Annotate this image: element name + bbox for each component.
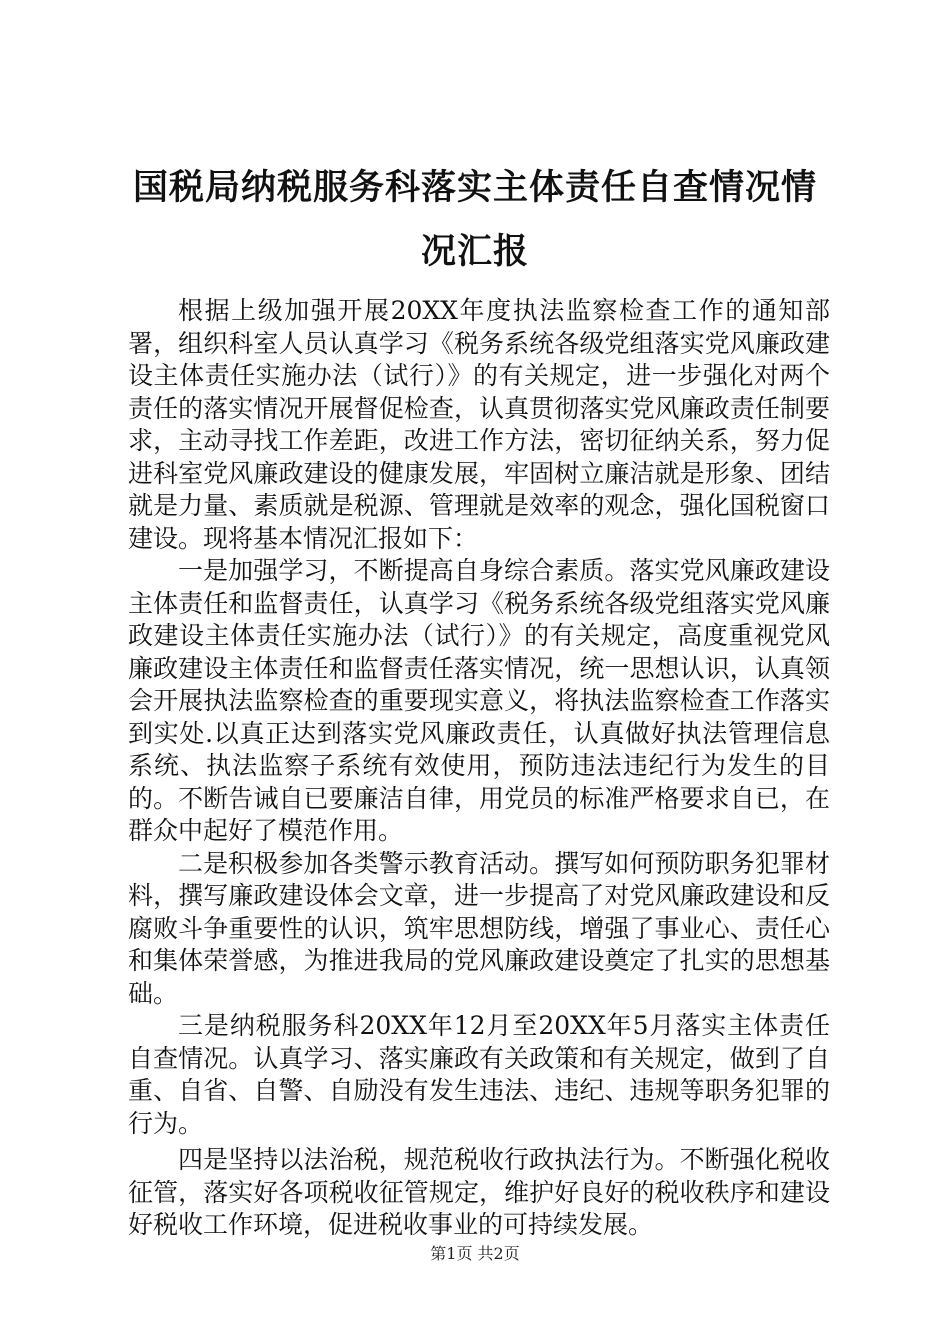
paragraph-intro: 根据上级加强开展20XX年度执法监察检查工作的通知部署，组织科室人员认真学习《税务系统各级党组落实党风廉政建设主体责任实施办法（试行）》的有关规定，进一步强化对两个责任的落实情况开展督促检查，认真贯彻落实党风廉政责任制要求，主动寻找工作差距，改进工作方法，密切征纳关系，努力促进科室党风廉政建设的健康发展，牢固树立廉洁就是形象、团结就是力量、素质就是税源、管理就是效率的观念，强化国税窗口建设。现将基本情况汇报如下： bbox=[128, 296, 830, 553]
document-body bbox=[128, 295, 830, 1242]
paragraph-point-1: 一是加强学习，不断提高自身综合素质。落实党风廉政建设主体责任和监督责任，认真学习《税务系统各级党组落实党风廉政建设主体责任实施办法（试行）》的有关规定，高度重视党风廉政建设主体责任和监督责任落实情况，统一思想认识，认真领会开展执法监察检查的重要现实意义，将执法监察检查工作落实到实处.以真正达到落实党风廉政责任，认真做好执法管理信息系统、执法监察子系统有效使用，预防违法违纪行为发生的目的。不断告诫自已要廉洁自律，用党员的标准严格要求自已，在群众中起好了模范作用。 bbox=[128, 556, 830, 845]
paragraph-point-3: 三是纳税服务科20XX年12月至20XX年5月落实主体责任自查情况。认真学习、落实廉政有关政策和有关规定，做到了自重、自省、自警、自励没有发生违法、违纪、违规等职务犯罪的行为。 bbox=[128, 1011, 830, 1138]
document-title: 国税局纳税服务科落实主体责任自查情况情况汇报 bbox=[132, 168, 817, 272]
page-number-footer: 第1页 共2页 bbox=[430, 1244, 520, 1263]
paragraph-point-4: 四是坚持以法治税，规范税收行政执法行为。不断强化税收征管，落实好各项税收征管规定，维护好良好的税收秩序和建设好税收工作环境，促进税收事业的可持续发展。 bbox=[128, 1145, 830, 1239]
paragraph-point-2: 二是积极参加各类警示教育活动。撰写如何预防职务犯罪材料，撰写廉政建设体会文章，进一步提高了对党风廉政建设和反腐败斗争重要性的认识，筑牢思想防线，增强了事业心、责任心和集体荣誉感，为推进我局的党风廉政建设奠定了扎实的思想基础。 bbox=[128, 848, 830, 1008]
